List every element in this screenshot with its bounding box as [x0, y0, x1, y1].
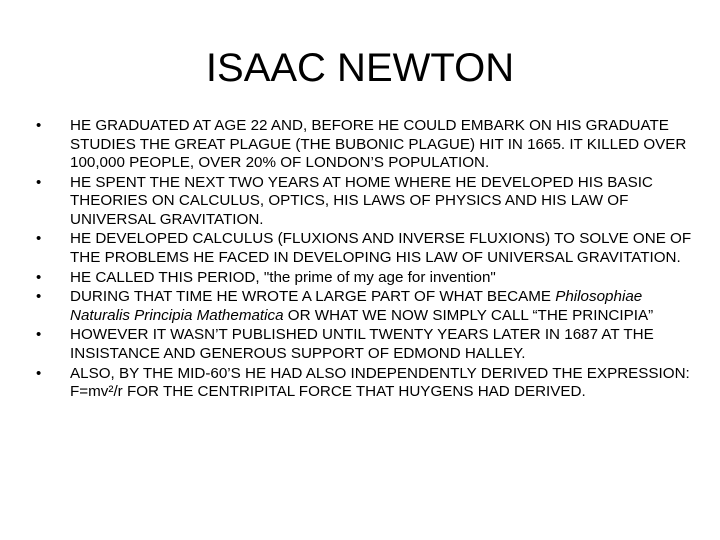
bullet-item: [36, 269, 692, 288]
bullet-dot-icon: •: [36, 230, 42, 248]
bullet-text-italic-title: Philosophiae Naturalis Principia Mathematica: [70, 288, 643, 324]
bullet-text: ALSO, BY THE MID-60’S HE HAD ALSO INDEPENDENTLY DERIVED THE EXPRESSION: F=mv²/r FOR THE CENTRIPITAL FORCE THAT HUYGENS HAD DERIVED.: [70, 364, 690, 401]
bullet-item: [36, 326, 692, 363]
bullet-dot-icon: •: [36, 117, 42, 134]
bullet-text: HE CALLED THIS PERIOD, "the prime of my age for invention": [70, 268, 496, 286]
bullet-dot-icon: •: [36, 364, 42, 382]
bullet-dot-icon: •: [36, 173, 42, 191]
bullet-item: [36, 365, 692, 402]
bullet-dot-icon: •: [36, 326, 42, 344]
bullet-dot-icon: •: [36, 288, 42, 306]
bullet-text-before: DURING THAT TIME HE WROTE A LARGE PART OF WHAT BECAME: [70, 288, 556, 306]
bullet-text: HE SPENT THE NEXT TWO YEARS AT HOME WHERE HE DEVELOPED HIS BASIC THEORIES ON CALCULUS, OPTICS, HIS LAWS OF PHYSICS AND HIS LAW OF UNIVERSAL GRAVITATION.: [70, 173, 653, 228]
slide-title: ISAAC NEWTON: [205, 46, 515, 90]
bullet-item: [36, 117, 692, 173]
bullet-item: [36, 230, 692, 267]
bullet-item: [36, 174, 692, 230]
bullet-text: HE DEVELOPED CALCULUS (FLUXIONS AND INVERSE FLUXIONS) TO SOLVE ONE OF THE PROBLEMS HE FACED IN DEVELOPING HIS LAW OF UNIVERSAL GRAVITATION.: [70, 230, 692, 266]
bullet-item: [36, 288, 692, 325]
bullet-list: [36, 117, 692, 403]
bullet-dot-icon: •: [36, 268, 42, 286]
bullet-text: HE GRADUATED AT AGE 22 AND, BEFORE HE COULD EMBARK ON HIS GRADUATE STUDIES THE GREAT PLAGUE (THE BUBONIC PLAGUE) HIT IN 1665. IT KILLED OVER 100,000 PEOPLE, OVER 20% OF LONDON’S POPULATION.: [70, 117, 687, 171]
bullet-text: HOWEVER IT WASN’T PUBLISHED UNTIL TWENTY YEARS LATER IN 1687 AT THE INSISTANCE AND GENEROUS SUPPORT OF EDMOND HALLEY.: [70, 326, 654, 362]
bullet-text-after: OR WHAT WE NOW SIMPLY CALL “THE PRINCIPIA”: [283, 306, 654, 324]
